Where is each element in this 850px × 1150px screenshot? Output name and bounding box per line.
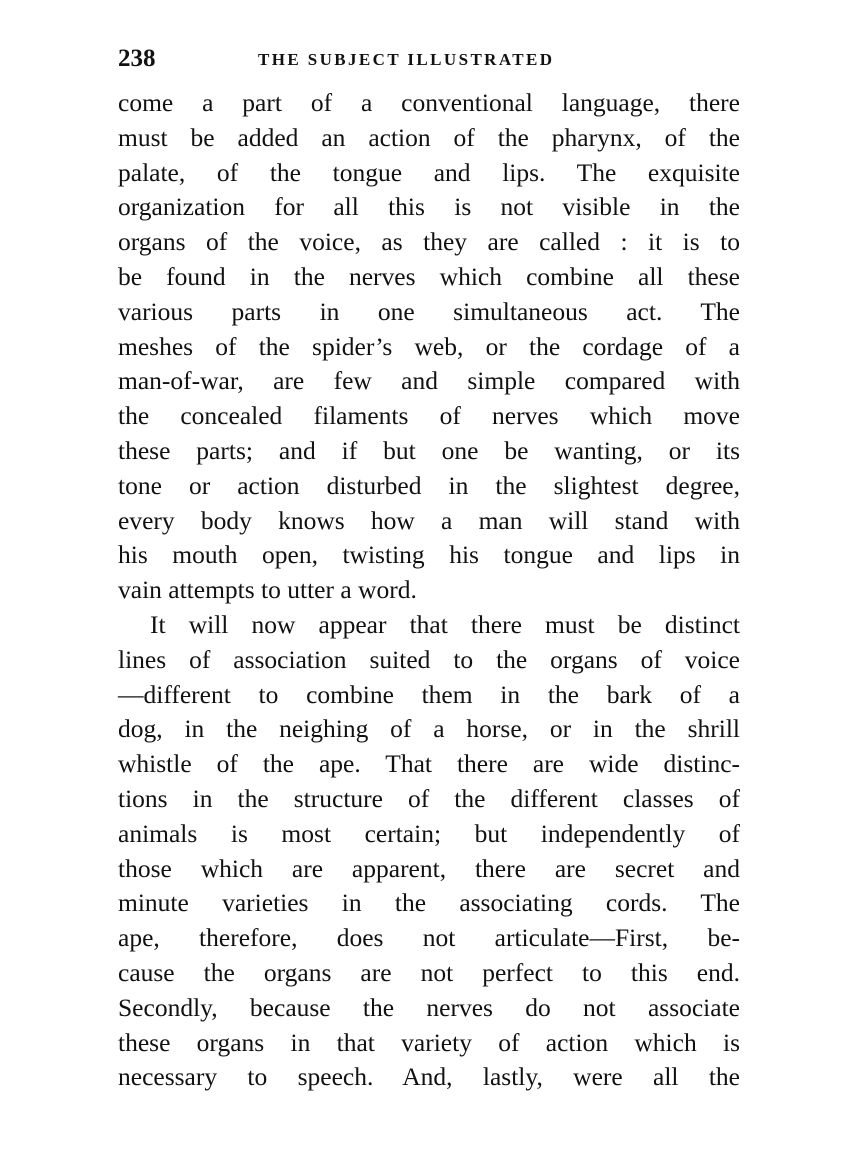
text-line: —different to combine them in the bark of a: [118, 679, 740, 709]
text-line: these parts; and if but one be wanting, or its: [118, 435, 740, 465]
text-line: necessary to speech. And, lastly, were all the: [118, 1062, 740, 1092]
text-line: man-of-war, are few and simple compared with: [118, 366, 740, 396]
paragraph-first-line: It will now appear that there must be distinct: [150, 609, 740, 639]
text-line: his mouth open, twisting his tongue and lips in: [118, 540, 740, 570]
text-line: minute varieties in the associating cords. The: [118, 888, 740, 918]
text-line: the concealed filaments of nerves which move: [118, 401, 740, 431]
text-line: Secondly, because the nerves do not associate: [118, 992, 740, 1022]
text-line: animals is most certain; but independently of: [118, 818, 740, 848]
text-line: tone or action disturbed in the slightest degree,: [118, 470, 740, 500]
text-line: lines of association suited to the organs of voice: [118, 644, 740, 674]
text-line: whistle of the ape. That there are wide distinc-: [118, 749, 740, 779]
text-line: be found in the nerves which combine all these: [118, 261, 740, 291]
text-line: tions in the structure of the different classes of: [118, 783, 740, 813]
running-head: [118, 44, 738, 74]
text-line: various parts in one simultaneous act. The: [118, 296, 740, 326]
body-text: [118, 86, 740, 1095]
text-line: come a part of a conventional language, there: [118, 88, 740, 117]
text-line: these organs in that variety of action which is: [118, 1027, 740, 1057]
text-line: ape, therefore, does not articulate—First, be-: [118, 923, 740, 953]
text-line: every body knows how a man will stand with: [118, 505, 740, 535]
text-line: meshes of the spider’s web, or the cordage of a: [118, 331, 740, 361]
page-number: 238: [118, 45, 156, 72]
text-line: must be added an action of the pharynx, of the: [118, 122, 740, 152]
running-title: THE SUBJECT ILLUSTRATED: [258, 50, 555, 69]
text-line: dog, in the neighing of a horse, or in the shrill: [118, 714, 740, 744]
text-line: palate, of the tongue and lips. The exquisite: [118, 157, 740, 187]
text-line: organization for all this is not visible in the: [118, 192, 740, 222]
paragraph-end-line: vain attempts to utter a word.: [118, 575, 417, 605]
text-line: those which are apparent, there are secret and: [118, 853, 740, 883]
text-line: cause the organs are not perfect to this end.: [118, 957, 740, 987]
text-line: organs of the voice, as they are called : it is to: [118, 227, 740, 257]
